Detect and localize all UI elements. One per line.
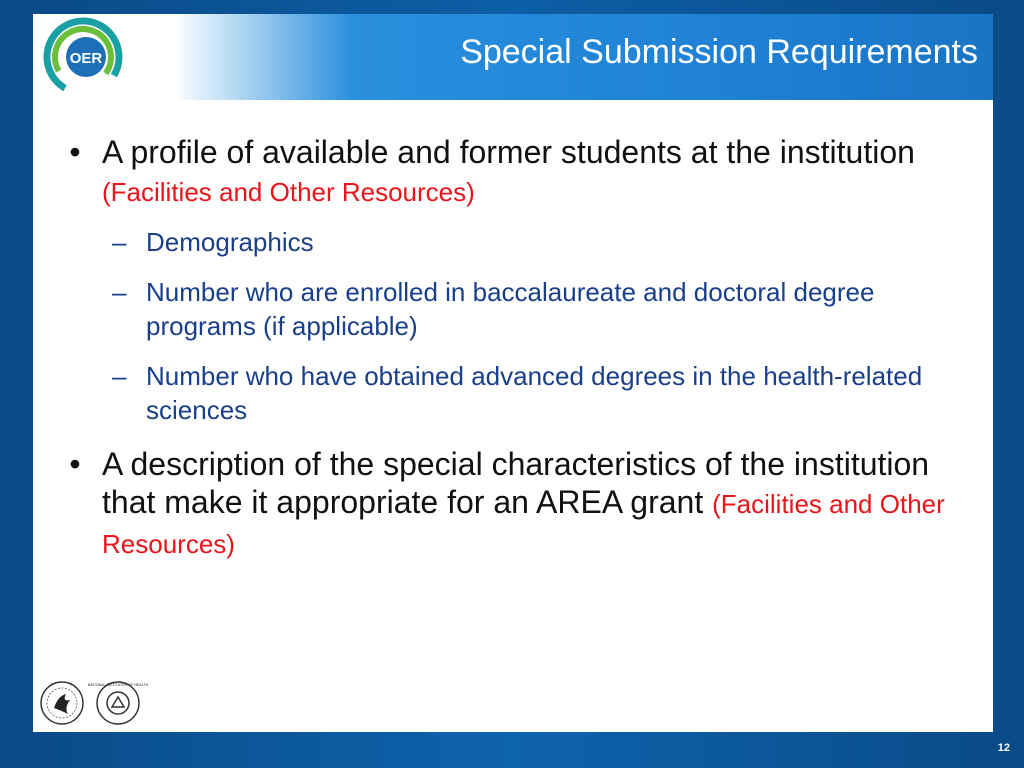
bullet-dot: • (69, 134, 81, 170)
sub-list (60, 225, 970, 427)
bullet-item (60, 133, 970, 211)
bullet-text: A description of the special characteristics of the institution that make it appropriate for an AREA grant (102, 446, 930, 520)
bullet-text: A profile of available and former students at the institution (102, 134, 915, 170)
bullet-reference: (Facilities and Other Resources) (102, 489, 945, 559)
sub-item-text: Demographics (146, 227, 314, 257)
sub-dash: – (112, 227, 127, 257)
bullet-reference: (Facilities and Other Resources) (102, 177, 475, 207)
bullet-item (60, 445, 970, 563)
sub-item (60, 225, 970, 259)
oer-logo-icon (38, 14, 128, 100)
sub-item-text: Number who are enrolled in baccalaureate and doctoral degree programs (if applicable) (146, 277, 875, 341)
sub-item-text: Number who have obtained advanced degrees in the health-related sciences (146, 361, 923, 425)
oer-logo-text: OER (69, 50, 103, 67)
sub-dash: – (112, 277, 127, 307)
sub-item (60, 275, 970, 343)
hhs-seal-icon (41, 682, 83, 724)
nih-seal-text: NATIONAL INSTITUTES OF HEALTH (87, 683, 149, 687)
bullet-dot: • (69, 446, 81, 482)
nih-seal-icon (88, 682, 149, 724)
sub-dash: – (112, 361, 127, 391)
slide-title: Special Submission Requirements (460, 33, 978, 71)
page-number: 12 (997, 742, 1010, 754)
slide-content (60, 133, 970, 563)
footer-logos (40, 678, 150, 728)
sub-item (60, 359, 970, 427)
